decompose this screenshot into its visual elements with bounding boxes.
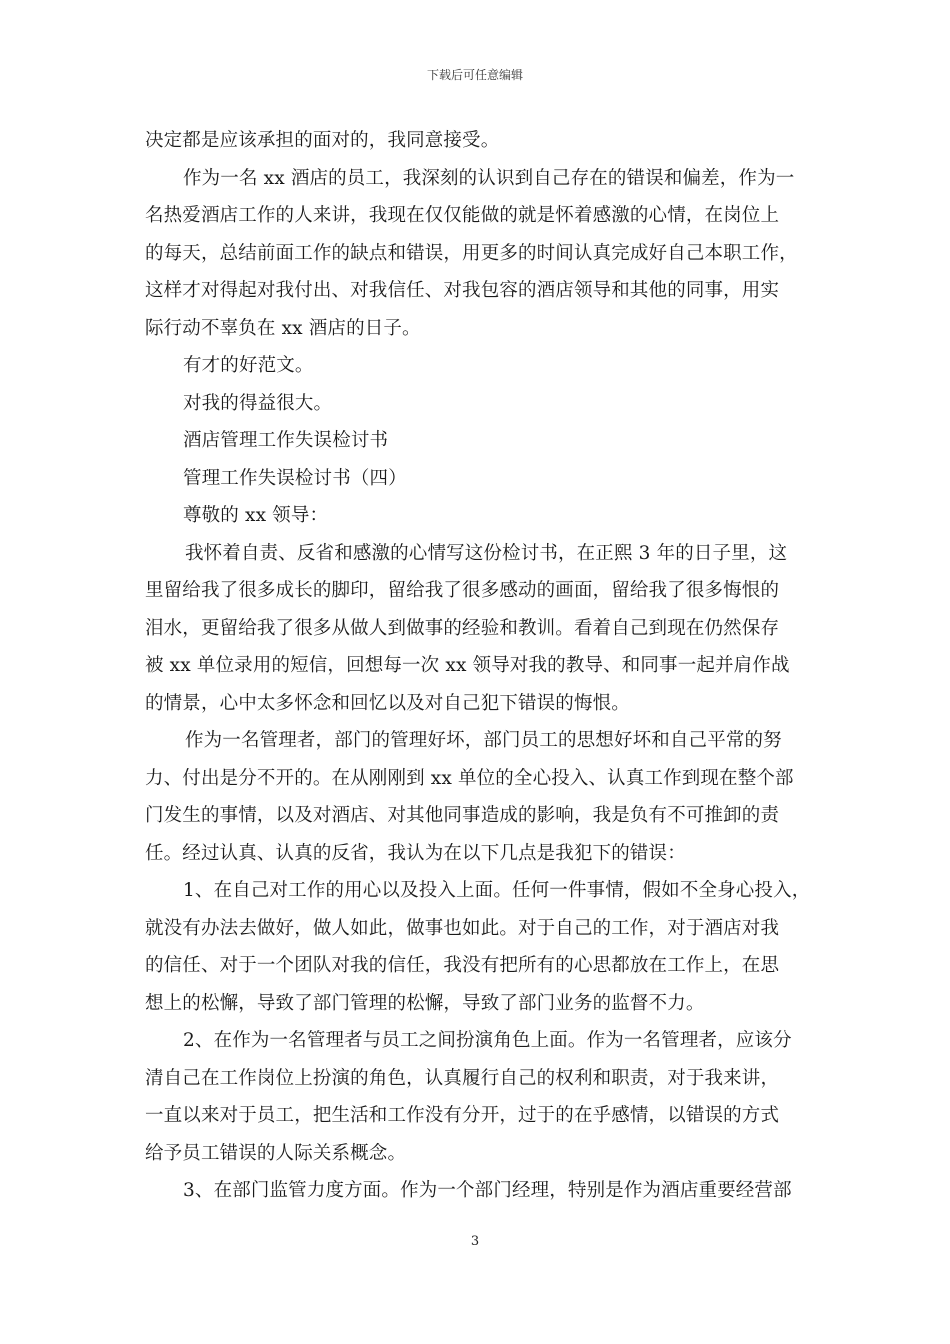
text-line: 给予员工错误的人际关系概念。 xyxy=(145,1142,407,1164)
text-line: 清自己在工作岗位上扮演的角色，认真履行自己的权利和职责，对于我来讲， xyxy=(145,1067,780,1089)
text-line: 的情景，心中太多怀念和回忆以及对自己犯下错误的悔恨。 xyxy=(145,692,630,714)
text-line: 酒店管理工作失误检讨书 xyxy=(183,430,389,451)
text-line: 任。经过认真、认真的反省，我认为在以下几点是我犯下的错误： xyxy=(145,842,686,864)
text-line: 力、付出是分不开的。在从刚刚到 xx 单位的全心投入、认真工作到现在整个部 xyxy=(145,767,794,789)
text-line: 尊敬的 xx 领导： xyxy=(183,505,329,526)
text-line: 有才的好范文。 xyxy=(183,355,314,376)
text-line: 这样才对得起对我付出、对我信任、对我包容的酒店领导和其他的同事，用实 xyxy=(145,280,780,301)
text-line: 际行动不辜负在 xx 酒店的日子。 xyxy=(145,317,421,339)
text-line: 决定都是应该承担的面对的，我同意接受。 xyxy=(145,130,500,151)
text-line: 的信任、对于一个团队对我的信任，我没有把所有的心思都放在工作上，在思 xyxy=(145,955,780,976)
text-line: 就没有办法去做好，做人如此，做事也如此。对于自己的工作，对于酒店对我 xyxy=(145,917,780,939)
text-line: 1、在自己对工作的用心以及投入上面。任何一件事情，假如不全身心投入， xyxy=(183,880,810,901)
text-line: 里留给我了很多成长的脚印，留给我了很多感动的画面，留给我了很多悔恨的 xyxy=(145,580,780,601)
text-line: 被 xx 单位录用的短信，回想每一次 xx 领导对我的教导、和同事一起并肩作战 xyxy=(145,655,790,676)
text-line: 想上的松懈，导致了部门管理的松懈，导致了部门业务的监督不力。 xyxy=(145,992,705,1014)
page-number: 3 xyxy=(470,1234,480,1249)
text-line: 的每天，总结前面工作的缺点和错误，用更多的时间认真完成好自己本职工作， xyxy=(145,242,798,264)
text-line: 作为一名管理者，部门的管理好坏，部门员工的思想好坏和自己平常的努 xyxy=(185,730,782,751)
text-line: 一直以来对于员工，把生活和工作没有分开，过于的在乎感情，以错误的方式 xyxy=(145,1105,780,1126)
text-line: 作为一名 xx 酒店的员工，我深刻的认识到自己存在的错误和偏差，作为一 xyxy=(183,167,795,189)
text-line: 3、在部门监管力度方面。作为一个部门经理，特别是作为酒店重要经营部 xyxy=(183,1180,792,1201)
text-line: 对我的得益很大。 xyxy=(183,392,333,414)
document-body xyxy=(145,122,810,1210)
text-line: 管理工作失误检讨书（四） xyxy=(183,467,407,489)
text-line: 我怀着自责、反省和感激的心情写这份检讨书，在正熙 3 年的日子里，这 xyxy=(185,542,788,564)
page-header: 下载后可任意编辑 xyxy=(426,68,523,82)
text-line: 门发生的事情，以及对酒店、对其他同事造成的影响，我是负有不可推卸的责 xyxy=(145,805,780,826)
text-line: 泪水，更留给我了很多从做人到做事的经验和教训。看着自己到现在仍然保存 xyxy=(145,617,780,639)
text-line: 名热爱酒店工作的人来讲，我现在仅仅能做的就是怀着感激的心情，在岗位上 xyxy=(145,205,780,226)
text-line: 2、在作为一名管理者与员工之间扮演角色上面。作为一名管理者，应该分 xyxy=(183,1030,792,1051)
